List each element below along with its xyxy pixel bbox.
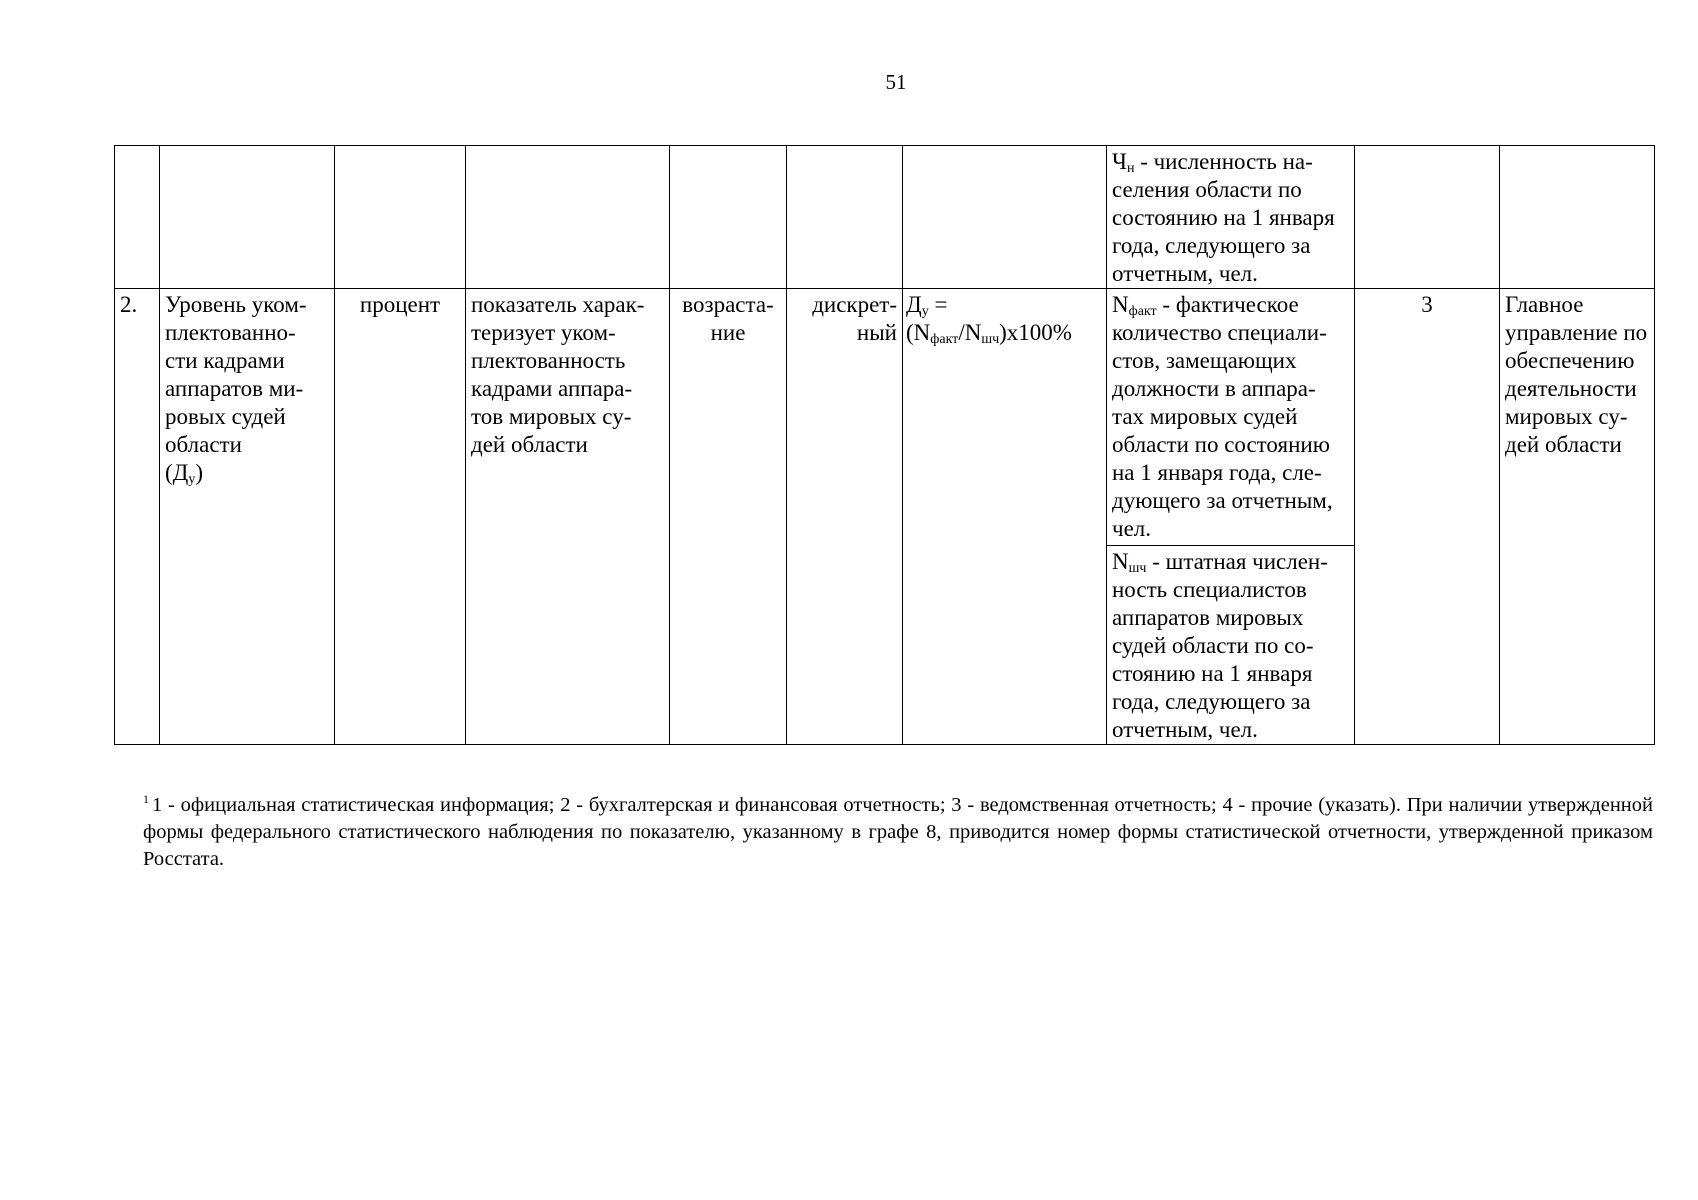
footnote [143, 792, 1653, 873]
population-line-2: селения области по [1112, 177, 1302, 202]
formula-lhs: $Д_у$ = [906, 292, 948, 319]
staff-count-line: ность специалистов [1112, 577, 1307, 602]
cell-indicator-name [160, 289, 335, 745]
type-line: ный [856, 320, 897, 345]
characteristic-line: кадрами аппара- [471, 376, 633, 401]
footnote-marker: 1 [143, 792, 149, 806]
staff-count-line: года, следующего за [1112, 689, 1311, 714]
responsible-line: управление по [1505, 320, 1648, 345]
cell-num-empty [115, 146, 160, 289]
cell-responsible-empty [1500, 146, 1655, 289]
staff-count-line: судей области по со- [1112, 633, 1314, 658]
characteristic-line: тов мировых су- [471, 404, 632, 429]
footnote-text: 1 - официальная статистическая информация; 2 - бухгалтерская и финансовая отчетность; 3 - ведомственная отчетность; 4 - прочие (указать). При наличии утвержденной формы федерального статистического наблюдения по показателю, указанному в графе 8, приводится номер формы статистической отчетности, утвержденной приказом Росстата. [143, 794, 1653, 870]
cell-staff-count-description [1107, 546, 1355, 745]
name-line: сти кадрами [165, 348, 285, 373]
actual-count-line: стов, замещающих [1112, 348, 1297, 373]
name-line: Уровень уком- [165, 292, 307, 317]
population-line-5: отчетным, чел. [1112, 261, 1258, 286]
cell-population-description [1107, 146, 1355, 289]
cell-name-empty [160, 146, 335, 289]
cell-characteristic-empty [466, 146, 670, 289]
population-line-4: года, следующего за [1112, 233, 1311, 258]
name-symbol: $(Д_у)$ [165, 460, 204, 487]
table-row-indicator-2 [115, 289, 1655, 546]
name-line: аппаратов ми- [165, 376, 304, 401]
actual-count-line: области по состоянию [1112, 432, 1330, 457]
cell-responsible [1500, 289, 1655, 745]
responsible-line: мировых су- [1505, 404, 1628, 429]
table-row-continuation [115, 146, 1655, 289]
cell-dynamics [670, 289, 787, 745]
name-line: плектованно- [165, 320, 296, 345]
dynamics-line: ние [710, 320, 746, 345]
characteristic-line: показатель харак- [471, 292, 645, 317]
actual-count-line: должности в аппара- [1112, 376, 1316, 401]
staff-count-line-1: $N_{шч}$ - штатная числен- [1112, 549, 1328, 576]
formula-rhs: $(N_{факт}/N_{шч})x100\%$ [906, 320, 1072, 347]
actual-count-line: дующего за отчетным, [1112, 488, 1333, 513]
actual-count-line: на 1 января года, сле- [1112, 460, 1322, 485]
cell-data-source: 3 [1355, 289, 1500, 745]
cell-formula-empty [903, 146, 1107, 289]
cell-actual-count-description [1107, 289, 1355, 546]
responsible-line: дей области [1505, 432, 1622, 457]
population-line-1: $Ч_н$ - численность на- [1112, 149, 1313, 176]
actual-count-line: количество специали- [1112, 320, 1327, 345]
cell-formula [903, 289, 1107, 745]
type-line: дискрет- [812, 292, 897, 317]
cell-unit: процент [335, 289, 466, 745]
responsible-line: деятельности [1505, 376, 1637, 401]
dynamics-line: возраста- [682, 292, 774, 317]
responsible-line: Главное [1505, 292, 1584, 317]
actual-count-line-1: $N_{факт}$ - фактическое [1112, 292, 1299, 319]
name-line: области [165, 432, 242, 457]
cell-unit-empty [335, 146, 466, 289]
cell-source-empty [1355, 146, 1500, 289]
characteristic-line: теризует уком- [471, 320, 616, 345]
actual-count-line: тах мировых судей [1112, 404, 1298, 429]
cell-dynamics-empty [670, 146, 787, 289]
page-number: 51 [885, 70, 907, 94]
population-line-3: состоянию на 1 января [1112, 205, 1335, 230]
actual-count-line: чел. [1112, 516, 1152, 541]
characteristic-line: плектованность [471, 348, 626, 373]
cell-indicator-type [787, 289, 903, 745]
name-line: ровых судей [165, 404, 286, 429]
staff-count-line: отчетным, чел. [1112, 717, 1258, 742]
indicators-table [114, 145, 1655, 745]
cell-row-number: 2. [115, 289, 160, 745]
responsible-line: обеспечению [1505, 348, 1635, 373]
cell-characteristic [466, 289, 670, 745]
staff-count-line: стоянию на 1 января [1112, 661, 1313, 686]
cell-type-empty [787, 146, 903, 289]
staff-count-line: аппаратов мировых [1112, 605, 1304, 630]
characteristic-line: дей области [471, 432, 588, 457]
